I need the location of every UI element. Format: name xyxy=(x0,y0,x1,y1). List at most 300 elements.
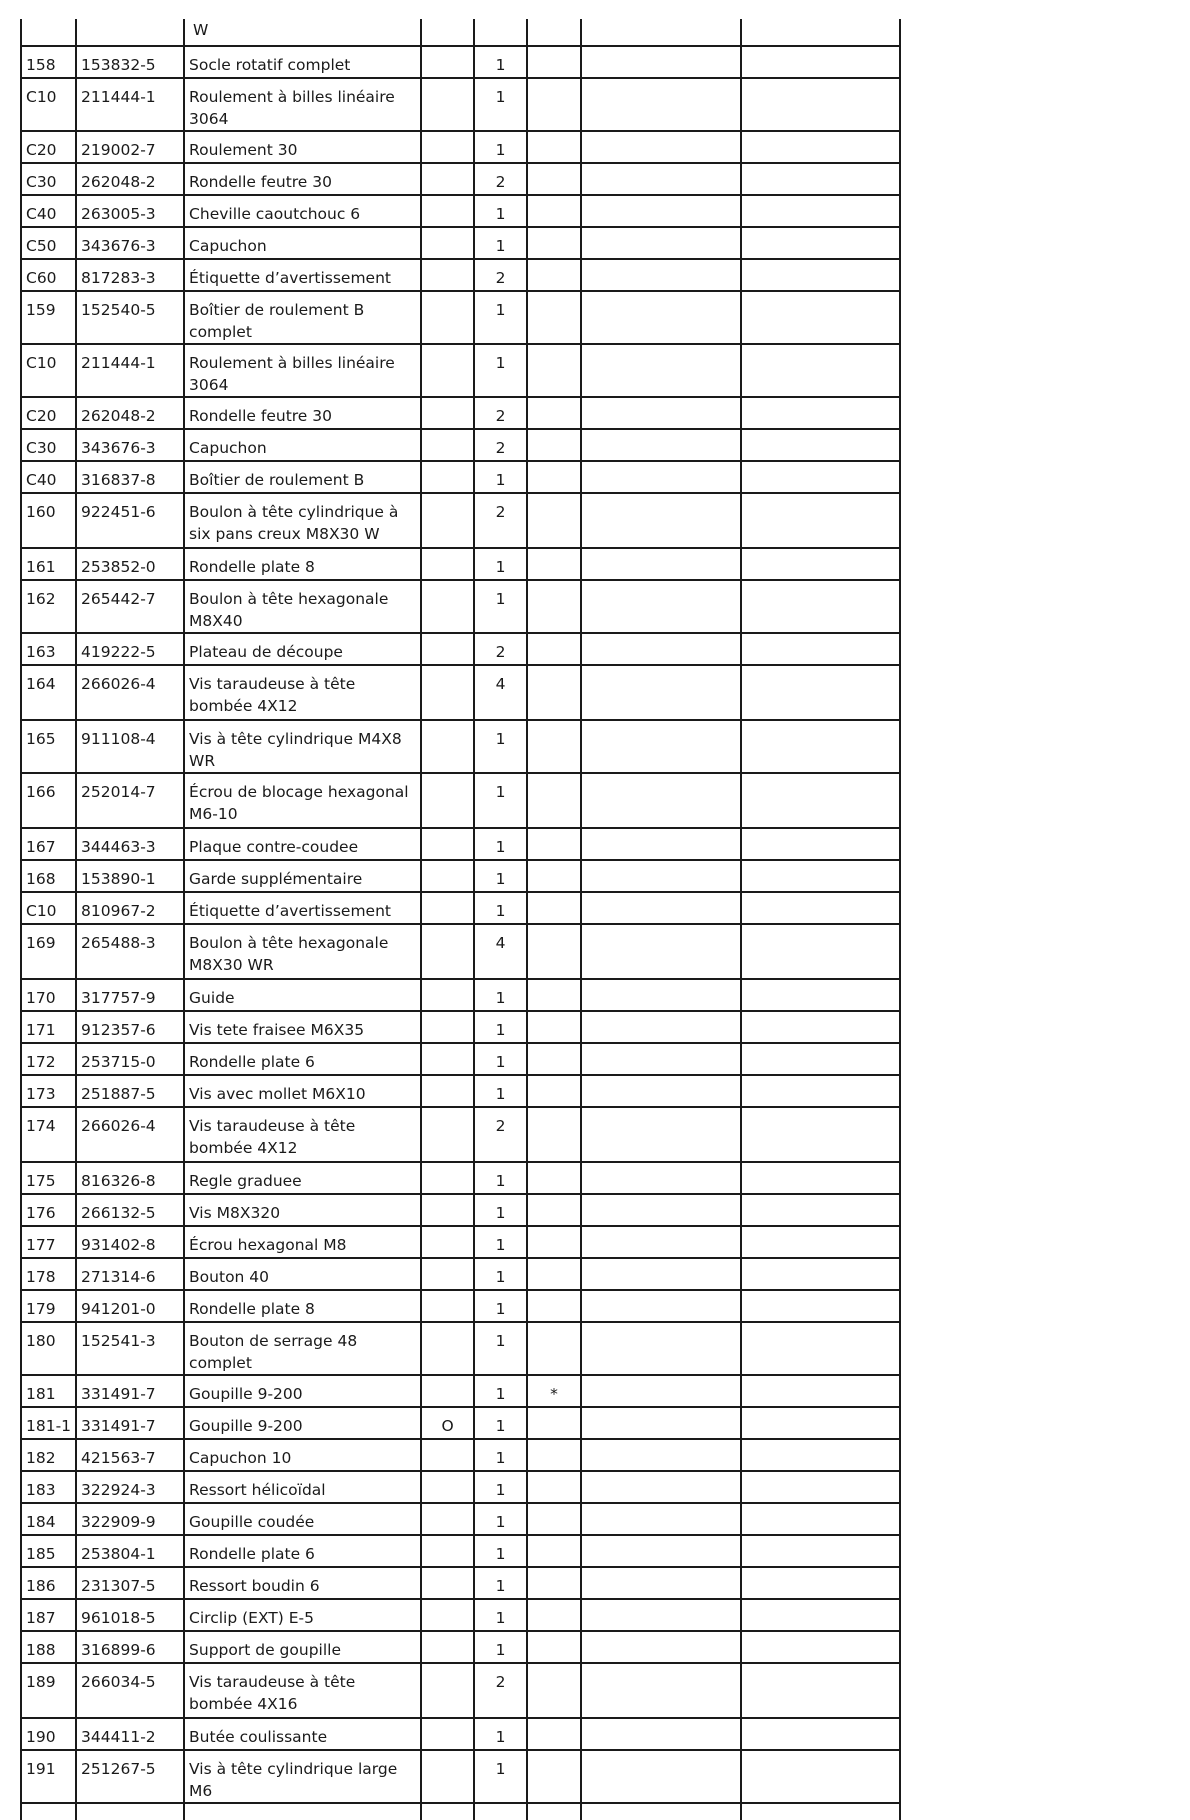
blank-cell xyxy=(474,1803,527,1820)
part-number-cell: 252014-7 xyxy=(76,773,184,828)
blank-cell xyxy=(581,1663,741,1718)
quantity-cell: 1 xyxy=(474,580,527,633)
description-cell: Rondelle plate 8 xyxy=(184,548,421,580)
description-cell: Roulement à billes linéaire 3064 xyxy=(184,344,421,397)
blank-cell xyxy=(581,131,741,163)
mark-cell xyxy=(421,1258,474,1290)
table-row xyxy=(21,1599,900,1631)
description-cell: Écrou de blocage hexagonal M6-10 xyxy=(184,773,421,828)
part-number-cell: 343676-3 xyxy=(76,227,184,259)
ref-number-cell: 182 xyxy=(21,1439,76,1471)
description-cell: Bouton de serrage 48 complet xyxy=(184,1322,421,1375)
blank-cell xyxy=(741,1567,900,1599)
quantity-cell: 1 xyxy=(474,892,527,924)
table-row xyxy=(21,1043,900,1075)
ref-number-cell: 170 xyxy=(21,979,76,1011)
quantity-cell: 1 xyxy=(474,1322,527,1375)
quantity-cell: 1 xyxy=(474,131,527,163)
mark-cell xyxy=(421,1750,474,1803)
note-cell xyxy=(527,548,581,580)
mark-cell xyxy=(421,493,474,548)
part-number-cell: 263005-3 xyxy=(76,195,184,227)
description-cell: Roulement 30 xyxy=(184,131,421,163)
blank-cell xyxy=(741,860,900,892)
description-cell: Boulon à tête cylindrique à six pans creux M8X30 W xyxy=(184,493,421,548)
part-number-cell: 219002-7 xyxy=(76,131,184,163)
blank-cell xyxy=(581,665,741,720)
note-cell xyxy=(527,924,581,979)
ref-number-cell: C50 xyxy=(21,227,76,259)
part-number-cell xyxy=(76,19,184,46)
table-row xyxy=(21,163,900,195)
mark-cell xyxy=(421,1011,474,1043)
note-cell xyxy=(527,461,581,493)
part-number-cell: 251267-5 xyxy=(76,1750,184,1803)
blank-cell xyxy=(581,892,741,924)
ref-number-cell: 177 xyxy=(21,1226,76,1258)
table-row xyxy=(21,1322,900,1375)
note-cell xyxy=(527,1226,581,1258)
table-row xyxy=(21,979,900,1011)
description-cell: Boîtier de roulement B complet xyxy=(184,291,421,344)
blank-cell xyxy=(581,1718,741,1750)
mark-cell xyxy=(421,461,474,493)
quantity-cell: 2 xyxy=(474,1663,527,1718)
description-cell: Vis tete fraisee M6X35 xyxy=(184,1011,421,1043)
mark-cell xyxy=(421,924,474,979)
blank-cell xyxy=(741,1407,900,1439)
blank-cell xyxy=(581,580,741,633)
blank-cell xyxy=(741,1803,900,1820)
mark-cell xyxy=(421,1503,474,1535)
part-number-cell: 266026-4 xyxy=(76,665,184,720)
description-cell: Capuchon xyxy=(184,227,421,259)
table-row xyxy=(21,429,900,461)
note-cell xyxy=(527,1290,581,1322)
quantity-cell: 2 xyxy=(474,1107,527,1162)
mark-cell xyxy=(421,1567,474,1599)
quantity-cell: 1 xyxy=(474,1503,527,1535)
blank-cell xyxy=(741,344,900,397)
description-cell: Garde supplémentaire xyxy=(184,860,421,892)
ref-number-cell: 179 xyxy=(21,1290,76,1322)
mark-cell xyxy=(421,1322,474,1375)
part-number-cell: 816326-8 xyxy=(76,1162,184,1194)
mark-cell xyxy=(421,227,474,259)
mark-cell xyxy=(421,1535,474,1567)
description-cell: Bouton 40 xyxy=(184,1258,421,1290)
quantity-cell: 1 xyxy=(474,773,527,828)
description-cell: Cheville caoutchouc 6 xyxy=(184,195,421,227)
quantity-cell: 1 xyxy=(474,1226,527,1258)
quantity-cell: 1 xyxy=(474,548,527,580)
note-cell xyxy=(527,720,581,773)
mark-cell xyxy=(421,1290,474,1322)
blank-cell xyxy=(581,1075,741,1107)
blank-cell xyxy=(741,580,900,633)
blank-cell xyxy=(581,1599,741,1631)
mark-cell xyxy=(421,131,474,163)
description-cell: Roulement à billes linéaire 3064 xyxy=(184,78,421,131)
ref-number-cell: 163 xyxy=(21,633,76,665)
quantity-cell: 1 xyxy=(474,1258,527,1290)
ref-number-cell: 188 xyxy=(21,1631,76,1663)
blank-cell xyxy=(581,461,741,493)
table-row xyxy=(21,1663,900,1718)
blank-cell xyxy=(741,1663,900,1718)
blank-cell xyxy=(581,1226,741,1258)
part-number-cell: 343676-3 xyxy=(76,429,184,461)
ref-number-cell: 174 xyxy=(21,1107,76,1162)
blank-cell xyxy=(741,291,900,344)
description-cell: Rondelle plate 6 xyxy=(184,1043,421,1075)
blank-cell xyxy=(581,78,741,131)
table-row xyxy=(21,1407,900,1439)
note-cell xyxy=(527,78,581,131)
description-cell: Écrou hexagonal M8 xyxy=(184,1226,421,1258)
note-cell xyxy=(527,1322,581,1375)
parts-list-body xyxy=(21,19,900,1820)
ref-number-cell: C10 xyxy=(21,78,76,131)
ref-number-cell: 165 xyxy=(21,720,76,773)
quantity-cell: 1 xyxy=(474,828,527,860)
table-row xyxy=(21,461,900,493)
ref-number-cell: C10 xyxy=(21,892,76,924)
blank-cell xyxy=(741,461,900,493)
blank-cell xyxy=(741,979,900,1011)
note-cell xyxy=(527,344,581,397)
mark-cell xyxy=(421,828,474,860)
ref-number-cell: 173 xyxy=(21,1075,76,1107)
description-cell: Capuchon xyxy=(184,429,421,461)
ref-number-cell: 171 xyxy=(21,1011,76,1043)
ref-number-cell: 159 xyxy=(21,291,76,344)
blank-cell xyxy=(581,46,741,78)
table-row xyxy=(21,1290,900,1322)
blank-cell xyxy=(581,1043,741,1075)
mark-cell xyxy=(421,860,474,892)
blank-cell xyxy=(581,1803,741,1820)
ref-number-cell: C20 xyxy=(21,131,76,163)
description-cell: Ressort hélicoïdal xyxy=(184,1471,421,1503)
ref-number-cell: 176 xyxy=(21,1194,76,1226)
description-cell: Étiquette d’avertissement xyxy=(184,259,421,291)
blank-cell xyxy=(741,773,900,828)
blank-cell xyxy=(581,1107,741,1162)
mark-cell xyxy=(421,665,474,720)
mark-cell xyxy=(421,259,474,291)
description-cell: Regle graduee xyxy=(184,1162,421,1194)
parts-list-table xyxy=(20,19,901,1820)
table-row xyxy=(21,397,900,429)
note-cell xyxy=(527,163,581,195)
blank-cell xyxy=(741,1322,900,1375)
part-number-cell: 331491-7 xyxy=(76,1375,184,1407)
note-cell xyxy=(527,1631,581,1663)
part-number-cell: 331491-7 xyxy=(76,1407,184,1439)
quantity-cell: 1 xyxy=(474,1439,527,1471)
table-row xyxy=(21,580,900,633)
ref-number-cell xyxy=(21,19,76,46)
ref-number-cell: 180 xyxy=(21,1322,76,1375)
blank-cell xyxy=(741,1011,900,1043)
part-number-cell: 931402-8 xyxy=(76,1226,184,1258)
mark-cell xyxy=(421,548,474,580)
note-cell xyxy=(527,1535,581,1567)
table-row xyxy=(21,1718,900,1750)
blank-cell xyxy=(581,344,741,397)
blank-cell xyxy=(741,1599,900,1631)
table-row xyxy=(21,227,900,259)
quantity-cell: 2 xyxy=(474,397,527,429)
description-cell: Vis à tête cylindrique large M6 xyxy=(184,1750,421,1803)
blank-cell xyxy=(581,1471,741,1503)
blank-cell xyxy=(741,397,900,429)
part-number-cell: 322909-9 xyxy=(76,1503,184,1535)
ref-number-cell: 161 xyxy=(21,548,76,580)
blank-cell xyxy=(581,1258,741,1290)
mark-cell xyxy=(421,19,474,46)
note-cell xyxy=(527,259,581,291)
quantity-cell: 2 xyxy=(474,493,527,548)
mark-cell xyxy=(421,1439,474,1471)
ref-number-cell: 187 xyxy=(21,1599,76,1631)
table-row xyxy=(21,1011,900,1043)
note-cell xyxy=(527,1599,581,1631)
ref-number-cell: 181-1 xyxy=(21,1407,76,1439)
table-row xyxy=(21,924,900,979)
part-number-cell: 344411-2 xyxy=(76,1718,184,1750)
mark-cell xyxy=(421,46,474,78)
ref-number-cell: 190 xyxy=(21,1718,76,1750)
blank-cell xyxy=(581,1631,741,1663)
quantity-cell: 1 xyxy=(474,1407,527,1439)
ref-number-cell: 166 xyxy=(21,773,76,828)
mark-cell xyxy=(421,78,474,131)
description-cell: Goupille 9-200 xyxy=(184,1407,421,1439)
blank-cell xyxy=(581,860,741,892)
quantity-cell: 1 xyxy=(474,195,527,227)
mark-cell xyxy=(421,1663,474,1718)
blank-cell xyxy=(21,1803,76,1820)
blank-cell xyxy=(581,828,741,860)
ref-number-cell: 178 xyxy=(21,1258,76,1290)
part-number-cell: 152540-5 xyxy=(76,291,184,344)
part-number-cell: 251887-5 xyxy=(76,1075,184,1107)
ref-number-cell: 189 xyxy=(21,1663,76,1718)
ref-number-cell: 183 xyxy=(21,1471,76,1503)
blank-cell xyxy=(741,548,900,580)
description-cell: Rondelle plate 8 xyxy=(184,1290,421,1322)
quantity-cell: 1 xyxy=(474,979,527,1011)
note-cell xyxy=(527,1258,581,1290)
blank-cell xyxy=(741,227,900,259)
ref-number-cell: 162 xyxy=(21,580,76,633)
ref-number-cell: C30 xyxy=(21,429,76,461)
mark-cell xyxy=(421,163,474,195)
note-cell xyxy=(527,1407,581,1439)
table-row xyxy=(21,548,900,580)
blank-cell xyxy=(581,1162,741,1194)
note-cell xyxy=(527,773,581,828)
part-number-cell: 266034-5 xyxy=(76,1663,184,1718)
mark-cell xyxy=(421,1471,474,1503)
note-cell xyxy=(527,1043,581,1075)
quantity-cell: 1 xyxy=(474,1471,527,1503)
blank-cell xyxy=(581,1535,741,1567)
blank-cell xyxy=(741,1439,900,1471)
note-cell xyxy=(527,46,581,78)
blank-cell xyxy=(741,1290,900,1322)
part-number-cell: 316899-6 xyxy=(76,1631,184,1663)
blank-cell xyxy=(741,163,900,195)
table-row xyxy=(21,259,900,291)
blank-cell xyxy=(581,720,741,773)
blank-cell xyxy=(184,1803,421,1820)
blank-cell xyxy=(741,1075,900,1107)
quantity-cell: 1 xyxy=(474,1162,527,1194)
mark-cell xyxy=(421,580,474,633)
ref-number-cell: 191 xyxy=(21,1750,76,1803)
mark-cell xyxy=(421,1162,474,1194)
mark-cell xyxy=(421,633,474,665)
quantity-cell: 4 xyxy=(474,665,527,720)
note-cell xyxy=(527,1567,581,1599)
blank-cell xyxy=(581,633,741,665)
ref-number-cell: C40 xyxy=(21,195,76,227)
note-cell xyxy=(527,1011,581,1043)
ref-number-cell: C40 xyxy=(21,461,76,493)
ref-number-cell: 172 xyxy=(21,1043,76,1075)
blank-cell xyxy=(581,227,741,259)
table-row xyxy=(21,78,900,131)
table-row xyxy=(21,1107,900,1162)
quantity-cell: 1 xyxy=(474,1043,527,1075)
blank-cell xyxy=(581,924,741,979)
part-number-cell: 912357-6 xyxy=(76,1011,184,1043)
blank-cell xyxy=(741,1162,900,1194)
part-number-cell: 253715-0 xyxy=(76,1043,184,1075)
mark-cell xyxy=(421,1226,474,1258)
trailing-empty-row xyxy=(21,1803,900,1820)
note-cell xyxy=(527,429,581,461)
blank-cell xyxy=(741,633,900,665)
part-number-cell: 316837-8 xyxy=(76,461,184,493)
ref-number-cell: 186 xyxy=(21,1567,76,1599)
blank-cell xyxy=(581,259,741,291)
mark-cell xyxy=(421,720,474,773)
description-cell: Socle rotatif complet xyxy=(184,46,421,78)
note-cell xyxy=(527,227,581,259)
mark-cell xyxy=(421,1718,474,1750)
note-cell xyxy=(527,1439,581,1471)
mark-cell xyxy=(421,1194,474,1226)
part-number-cell: 911108-4 xyxy=(76,720,184,773)
blank-cell xyxy=(741,1631,900,1663)
quantity-cell: 1 xyxy=(474,227,527,259)
table-row xyxy=(21,1075,900,1107)
mark-cell xyxy=(421,892,474,924)
part-number-cell: 271314-6 xyxy=(76,1258,184,1290)
mark-cell xyxy=(421,195,474,227)
blank-cell xyxy=(741,1258,900,1290)
quantity-cell: 1 xyxy=(474,1567,527,1599)
description-cell: Vis taraudeuse à tête bombée 4X12 xyxy=(184,1107,421,1162)
part-number-cell: 231307-5 xyxy=(76,1567,184,1599)
quantity-cell: 1 xyxy=(474,1631,527,1663)
mark-cell xyxy=(421,1107,474,1162)
blank-cell xyxy=(581,1322,741,1375)
blank-cell xyxy=(741,1226,900,1258)
mark-cell xyxy=(421,1631,474,1663)
description-cell: Vis M8X320 xyxy=(184,1194,421,1226)
blank-cell xyxy=(741,1471,900,1503)
table-row xyxy=(21,1439,900,1471)
note-cell xyxy=(527,1471,581,1503)
quantity-cell: 1 xyxy=(474,461,527,493)
blank-cell xyxy=(581,429,741,461)
blank-cell xyxy=(581,291,741,344)
ref-number-cell: 158 xyxy=(21,46,76,78)
table-row xyxy=(21,1258,900,1290)
blank-cell xyxy=(421,1803,474,1820)
blank-cell xyxy=(741,1750,900,1803)
note-cell xyxy=(527,19,581,46)
part-number-cell: 153832-5 xyxy=(76,46,184,78)
blank-cell xyxy=(741,892,900,924)
note-cell xyxy=(527,1750,581,1803)
part-number-cell: 961018-5 xyxy=(76,1599,184,1631)
table-row xyxy=(21,291,900,344)
part-number-cell: 153890-1 xyxy=(76,860,184,892)
blank-cell xyxy=(741,1043,900,1075)
note-cell xyxy=(527,1194,581,1226)
note-cell: * xyxy=(527,1375,581,1407)
part-number-cell: 262048-2 xyxy=(76,397,184,429)
part-number-cell: 817283-3 xyxy=(76,259,184,291)
table-row xyxy=(21,665,900,720)
quantity-cell: 1 xyxy=(474,291,527,344)
blank-cell xyxy=(581,163,741,195)
description-cell: Vis taraudeuse à tête bombée 4X12 xyxy=(184,665,421,720)
part-number-cell: 266132-5 xyxy=(76,1194,184,1226)
blank-cell xyxy=(741,493,900,548)
table-row xyxy=(21,1471,900,1503)
mark-cell xyxy=(421,1075,474,1107)
note-cell xyxy=(527,1718,581,1750)
quantity-cell: 1 xyxy=(474,344,527,397)
blank-cell xyxy=(581,773,741,828)
note-cell xyxy=(527,580,581,633)
ref-number-cell: C10 xyxy=(21,344,76,397)
table-row xyxy=(21,1535,900,1567)
blank-cell xyxy=(741,131,900,163)
quantity-cell: 1 xyxy=(474,1011,527,1043)
blank-cell xyxy=(741,1107,900,1162)
part-number-cell: 344463-3 xyxy=(76,828,184,860)
quantity-cell: 1 xyxy=(474,1750,527,1803)
note-cell xyxy=(527,633,581,665)
description-cell: Boîtier de roulement B xyxy=(184,461,421,493)
description-cell: Vis à tête cylindrique M4X8 WR xyxy=(184,720,421,773)
note-cell xyxy=(527,1162,581,1194)
part-number-cell: 419222-5 xyxy=(76,633,184,665)
part-number-cell: 317757-9 xyxy=(76,979,184,1011)
part-number-cell: 152541-3 xyxy=(76,1322,184,1375)
blank-cell xyxy=(581,1011,741,1043)
blank-cell xyxy=(581,1290,741,1322)
blank-cell xyxy=(581,195,741,227)
